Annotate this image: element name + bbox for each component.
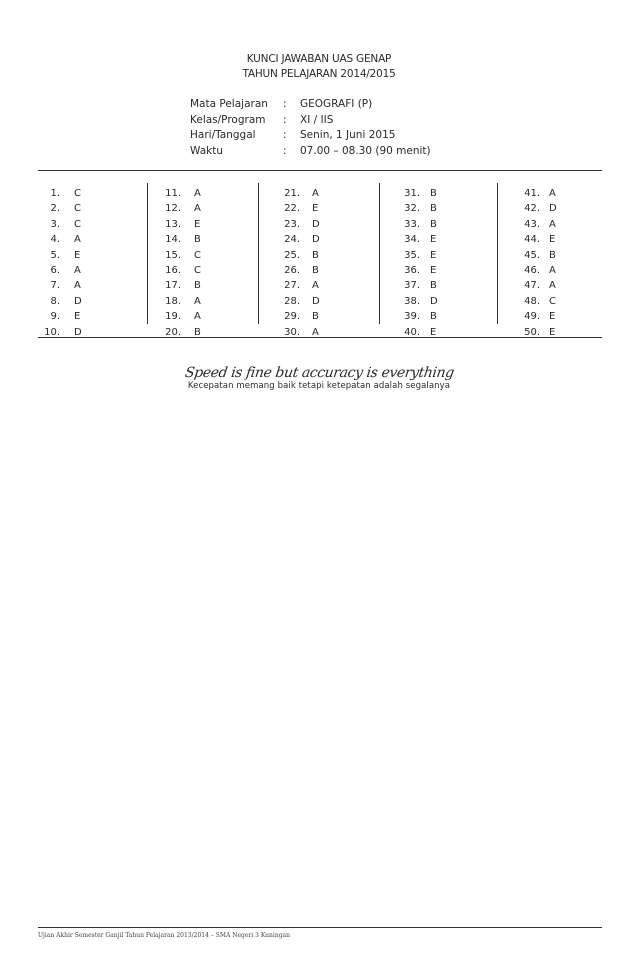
answer-letter: A [74,280,81,292]
title-line-2: TAHUN PELAJARAN 2014/2015 [242,68,396,80]
question-number: 4. [50,234,60,246]
question-number: 23. [284,218,300,230]
answer-letter: B [194,326,201,338]
meta-value: Senin, 1 Juni 2015 [300,129,396,141]
question-number: 41. [524,188,540,199]
answer-letter: C [74,218,81,230]
answer-letter: A [194,188,201,199]
question-number: 11. [165,188,181,199]
question-number: 9. [50,311,60,323]
answer-letter: A [194,311,201,323]
answer-letter: B [194,280,201,292]
answer-letter: E [74,249,81,261]
answer-letter: A [549,264,556,276]
question-number: 37. [404,280,420,292]
answer-letter: E [549,311,556,323]
meta-colon: : [283,98,287,110]
question-number: 32. [404,203,420,215]
question-number: 44. [524,234,540,246]
question-number: 12. [165,203,181,215]
title-line-1: KUNCI JAWABAN UAS GENAP [246,53,392,65]
answer-letter: A [74,264,81,276]
meta-label: Waktu [190,144,223,157]
answer-letter: E [74,311,81,323]
answer-letter: E [430,249,437,261]
answer-letter: A [549,188,556,199]
question-number: 7. [50,280,60,292]
question-number: 17. [165,280,181,292]
answer-letter: E [312,203,319,215]
question-number: 34. [404,234,420,246]
question-number: 3. [50,218,60,230]
answer-letter: B [430,218,437,230]
question-number: 47. [524,280,540,292]
question-number: 29. [284,311,300,323]
meta-colon: : [283,144,287,157]
question-number: 13. [165,218,181,230]
answer-letter: A [549,280,556,292]
answer-letter: D [312,295,320,307]
question-number: 5. [50,249,60,261]
answer-letter: C [549,295,556,307]
meta-value: 07.00 – 08.30 (90 menit) [300,144,431,157]
answer-letter: C [194,264,201,276]
answer-letter: D [549,203,557,215]
question-number: 49. [524,311,540,323]
answer-letter: D [430,295,438,307]
answer-letter: A [312,188,319,199]
document-title [0,52,638,82]
answer-letter: E [549,326,556,338]
answer-letter: A [194,203,201,215]
meta-colon: : [283,113,287,126]
question-number: 6. [50,264,60,276]
meta-colon: : [283,129,287,141]
footer-rule [38,927,602,928]
question-number: 45. [524,249,540,261]
question-number: 1. [50,188,60,199]
answer-letter: A [194,295,201,307]
footer-text: Ujian Akhir Semester Ganjil Tahun Pelajaran 2013/2014 – SMA Negeri 3 Kuningan [38,932,290,939]
question-number: 8. [50,295,60,307]
answer-letter: B [549,249,556,261]
motto-translation: Kecepatan memang baik tetapi ketepatan adalah segalanya [187,381,451,391]
answer-letter: B [430,188,437,199]
meta-label: Kelas/Program [190,113,266,126]
question-number: 16. [165,264,181,276]
question-number: 50. [524,326,540,338]
question-number: 36. [404,264,420,276]
meta-value: XI / IIS [300,113,334,126]
answer-letter: D [74,295,82,307]
question-number: 38. [404,295,420,307]
answer-letter: E [430,326,437,338]
answer-letter: E [194,218,201,230]
question-number: 21. [284,188,300,199]
question-number: 42. [524,203,540,215]
question-number: 24. [284,234,300,246]
answer-letter: C [194,249,201,261]
question-number: 48. [524,295,540,307]
answer-letter: B [312,249,319,261]
question-number: 22. [284,203,300,215]
answer-number-column [0,186,540,340]
answer-letter: D [312,218,320,230]
question-number: 28. [284,295,300,307]
question-number: 33. [404,218,420,230]
question-number: 30. [284,326,300,338]
answer-letter: E [430,264,437,276]
answer-letter: D [74,326,82,338]
answer-letter: B [194,234,201,246]
question-number: 19. [165,311,181,323]
answer-letter: A [549,218,556,230]
meta-value: GEOGRAFI (P) [300,98,373,110]
answer-letter: A [74,234,81,246]
question-number: 43. [524,218,540,230]
meta-label: Hari/Tanggal [190,129,256,141]
question-number: 18. [165,295,181,307]
question-number: 20. [165,326,181,338]
answer-letter: D [312,234,320,246]
question-number: 31. [404,188,420,199]
answer-letter: B [430,280,437,292]
question-number: 10. [44,326,60,338]
question-number: 26. [284,264,300,276]
answer-letter: B [312,311,319,323]
answer-letter: C [74,203,81,215]
top-rule [38,170,602,171]
answer-letter: E [549,234,556,246]
meta-label: Mata Pelajaran [190,98,268,110]
answer-letter: B [430,311,437,323]
answer-letter: B [312,264,319,276]
question-number: 39. [404,311,420,323]
answer-letter: A [312,326,319,338]
answer-letter: C [74,188,81,199]
question-number: 46. [524,264,540,276]
question-number: 2. [50,203,60,215]
motto-script: Speed is fine but accuracy is everything [183,365,455,381]
motto [0,362,638,391]
answer-letter: B [430,203,437,215]
answer-letter: E [430,234,437,246]
question-number: 40. [404,326,420,338]
question-number: 14. [165,234,181,246]
answer-letter: A [312,280,319,292]
question-number: 27. [284,280,300,292]
question-number: 15. [165,249,181,261]
question-number: 35. [404,249,420,261]
question-number: 25. [284,249,300,261]
